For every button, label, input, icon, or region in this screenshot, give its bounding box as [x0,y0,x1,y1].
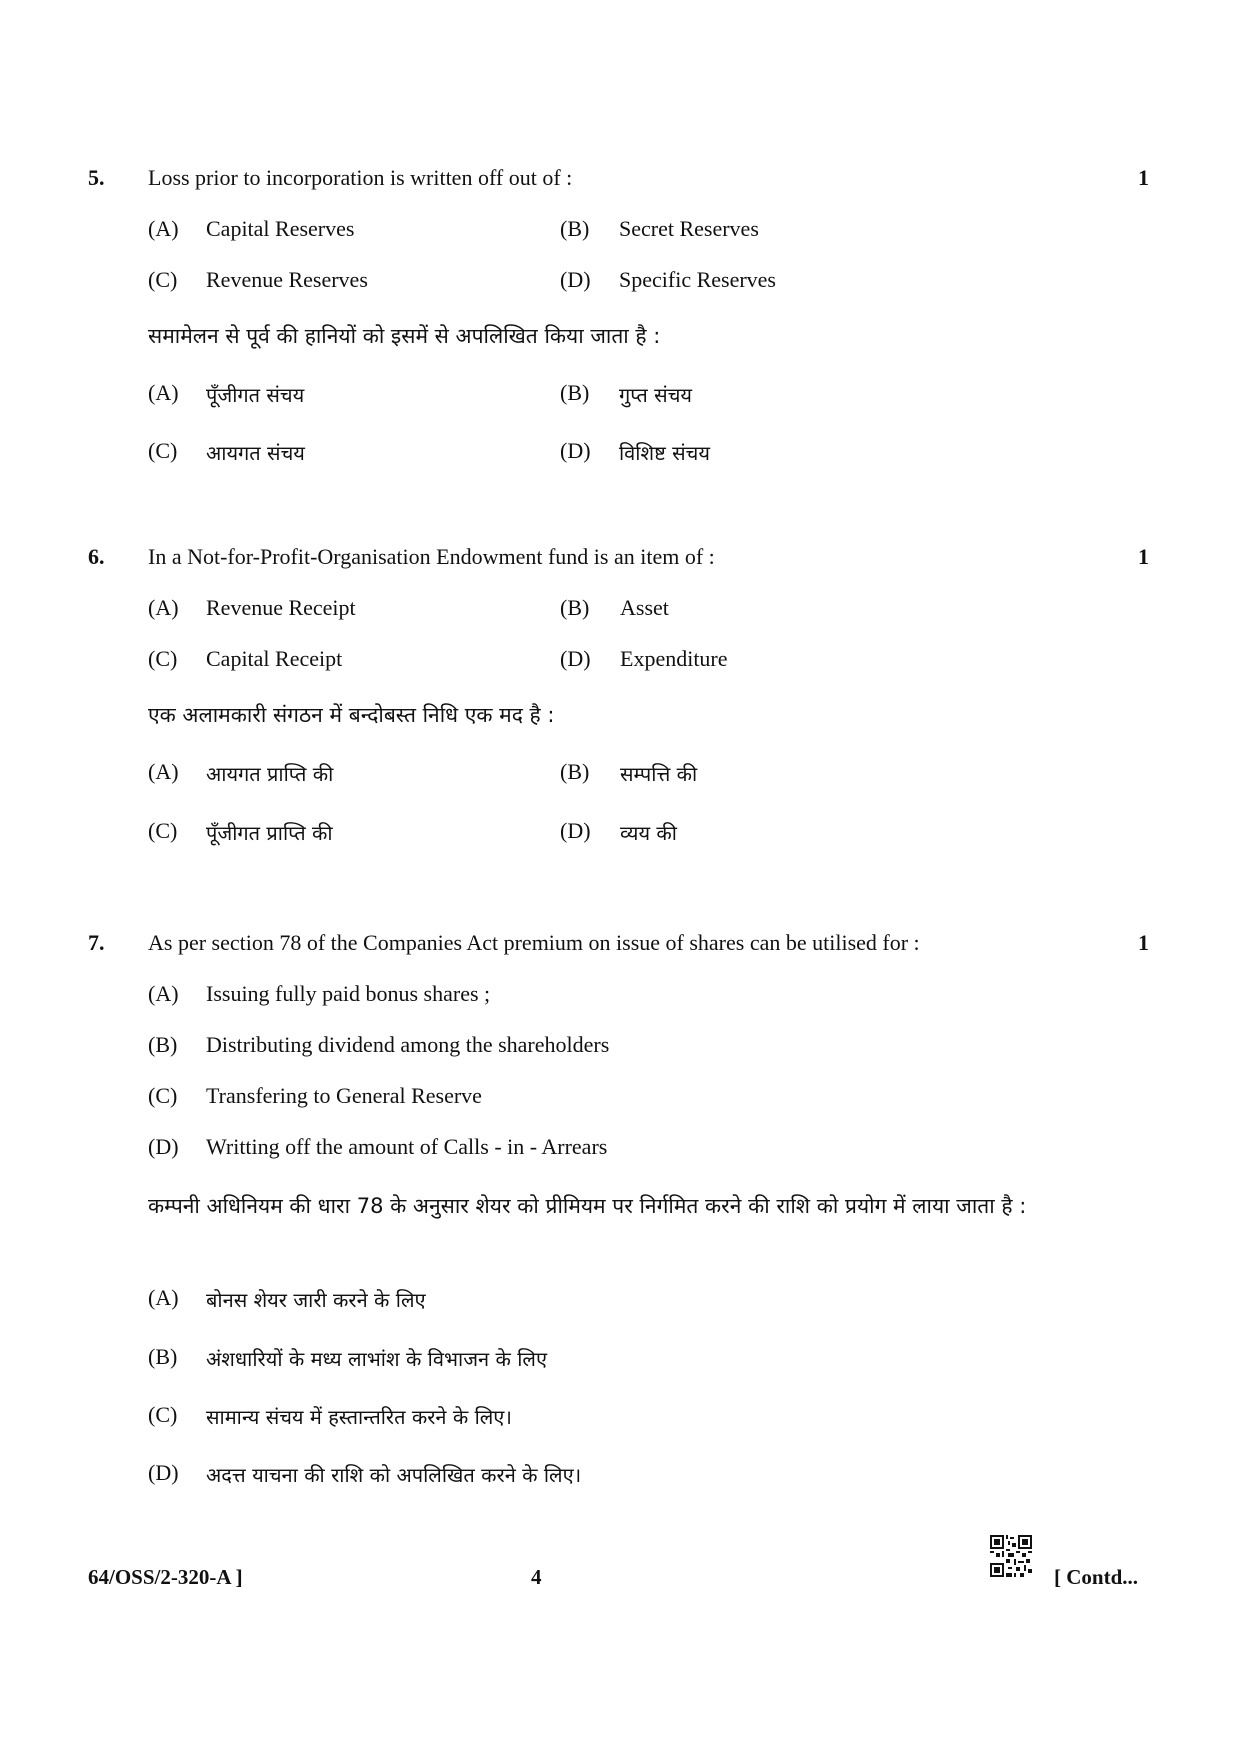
question-text-hi: समामेलन से पूर्व की हानियों को इसमें से अपलिखित किया जाता है : [148,324,661,348]
option-label: (A) [148,1285,179,1310]
question-text-hi: एक अलामकारी संगठन में बन्दोबस्त निधि एक मद है : [148,703,555,727]
option-label: (B) [560,759,590,784]
option-text: व्यय की [620,821,677,845]
option-label: (D) [148,1134,179,1159]
option-label: (C) [148,1402,178,1427]
option-text: सम्पत्ति की [620,762,698,786]
option-label: (D) [560,267,591,292]
question-number: 5. [88,165,105,190]
option-label: (B) [148,1344,178,1369]
question-number: 7. [88,930,105,955]
option-label: (C) [148,438,178,463]
question-number: 6. [88,544,105,569]
option-text: विशिष्ट संचय [619,441,710,465]
question-marks: 1 [1138,165,1149,190]
question-text-en: In a Not-for-Profit-Organisation Endowment fund is an item of : [148,544,715,569]
option-text: Asset [620,595,669,620]
option-text: Issuing fully paid bonus shares ; [206,981,491,1006]
option-text: Transfering to General Reserve [206,1083,482,1108]
option-text: सामान्य संचय में हस्तान्तरित करने के लिए। [206,1405,512,1429]
option-text: आयगत संचय [206,441,305,465]
option-text: अंशधारियों के मध्य लाभांश के विभाजन के लिए [206,1347,548,1371]
option-text: गुप्त संचय [619,383,692,407]
option-label: (C) [148,818,178,843]
option-label: (B) [560,216,590,241]
option-label: (D) [148,1460,179,1485]
question-text-en: Loss prior to incorporation is written off out of : [148,165,573,190]
option-text: पूँजीगत प्राप्ति की [206,821,333,845]
option-text: Expenditure [620,646,728,671]
option-text: Secret Reserves [619,216,759,241]
option-label: (D) [560,818,591,843]
option-text: Capital Reserves [206,216,355,241]
question-marks: 1 [1138,930,1149,955]
option-text: Revenue Receipt [206,595,356,620]
question-text-en: As per section 78 of the Companies Act premium on issue of shares can be utilised for : [148,930,920,955]
option-text: अदत्त याचना की राशि को अपलिखित करने के लिए। [206,1463,582,1487]
option-label: (B) [560,380,590,405]
option-text: Distributing dividend among the shareholders [206,1032,610,1057]
option-label: (A) [148,216,179,241]
continued-label: [ Contd... [1054,1565,1139,1589]
option-label: (C) [148,1083,178,1108]
option-text: पूँजीगत संचय [206,383,305,407]
option-text: Writting off the amount of Calls - in - Arrears [206,1134,608,1159]
option-text: Capital Receipt [206,646,343,671]
option-text: आयगत प्राप्ति की [206,762,334,786]
option-label: (C) [148,646,178,671]
option-label: (A) [148,595,179,620]
page-number: 4 [531,1565,542,1589]
option-label: (A) [148,981,179,1006]
option-label: (D) [560,646,591,671]
option-label: (B) [560,595,590,620]
option-label: (B) [148,1032,178,1057]
paper-code: 64/OSS/2-320-A ] [88,1565,243,1589]
option-label: (D) [560,438,591,463]
option-label: (A) [148,380,179,405]
option-text: Revenue Reserves [206,267,368,292]
option-label: (C) [148,267,178,292]
question-text-hi: कम्पनी अधिनियम की धारा 78 के अनुसार शेयर को प्रीमियम पर निर्गमित करने की राशि को प्रयोग में लाया जाता है : [148,1194,1027,1218]
qr-code-icon [990,1535,1032,1577]
question-marks: 1 [1138,544,1149,569]
option-text: Specific Reserves [619,267,776,292]
option-text: बोनस शेयर जारी करने के लिए [206,1288,426,1312]
option-label: (A) [148,759,179,784]
